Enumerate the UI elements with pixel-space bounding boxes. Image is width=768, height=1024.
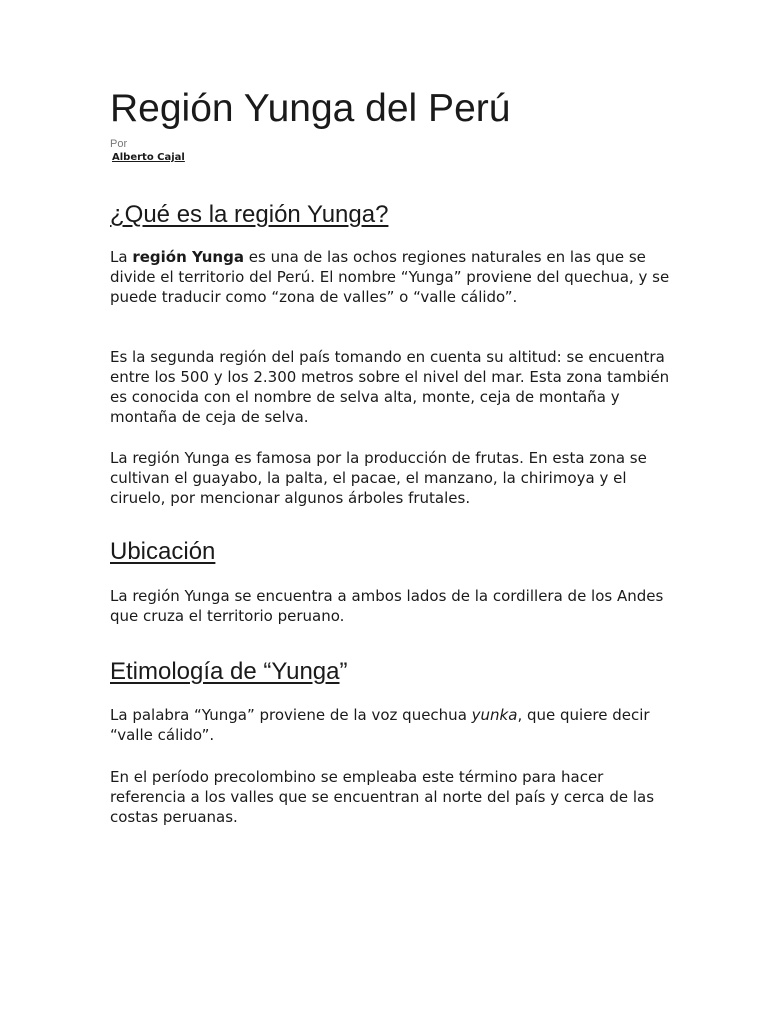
paragraph-frutas: La región Yunga es famosa por la producción de frutas. En esta zona se cultivan el guayabo, la palta, el pacae, el manzano, la chirimoya y el ciruelo, por mencionar algunos árboles frutales. xyxy=(110,449,647,507)
italic-term: yunka xyxy=(471,706,518,724)
text-run: La xyxy=(110,248,133,266)
text-run: , que quiere decir “valle cálido”. xyxy=(110,706,650,744)
paragraph-etimologia xyxy=(110,705,670,745)
paragraph-precolombino: En el período precolombino se empleaba este término para hacer referencia a los valles que se encuentran al norte del país y cerca de las costas peruanas. xyxy=(110,768,655,826)
paragraph-intro xyxy=(110,247,670,307)
byline-label: Por xyxy=(110,138,128,150)
text-run: es una de las ochos regiones naturales en las que se divide el territorio del Perú. El nombre “Yunga” proviene del quechua, y se puede traducir como “zona de valles” o “valle cálido”. xyxy=(110,248,670,306)
paragraph-ubicacion: La región Yunga se encuentra a ambos lados de la cordillera de los Andes que cruza el territorio peruano. xyxy=(110,587,664,625)
page-title: Región Yunga del Perú xyxy=(110,87,511,130)
section-heading-ubicacion xyxy=(110,537,215,567)
paragraph-altitud: Es la segunda región del país tomando en cuenta su altitud: se encuentra entre los 500 y los 2.300 metros sobre el nivel del mar. Esta zona también es conocida con el nombre de selva alta, monte, ceja de montaña y montaña de ceja de selva. xyxy=(110,348,670,426)
section-heading-tail: ” xyxy=(339,658,348,685)
section-heading-text: Etimología de “Yunga xyxy=(110,658,340,685)
author-link[interactable]: Alberto Cajal xyxy=(112,152,185,163)
section-heading-text: ¿Qué es la región Yunga? xyxy=(110,201,389,228)
section-heading-que-es xyxy=(110,200,388,230)
section-heading-etimologia xyxy=(110,657,348,687)
bold-term: región Yunga xyxy=(132,248,244,266)
text-run: La palabra “Yunga” proviene de la voz quechua xyxy=(110,706,472,724)
section-heading-text: Ubicación xyxy=(110,538,216,565)
